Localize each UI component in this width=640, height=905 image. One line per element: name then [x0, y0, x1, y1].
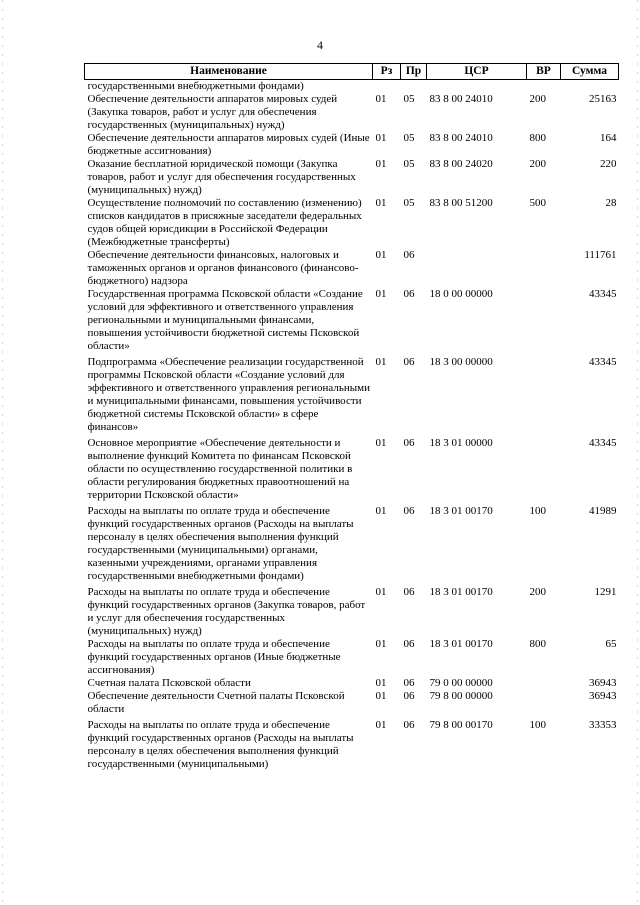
- cell-rz: 01: [375, 677, 387, 689]
- cell-vr: [527, 356, 561, 437]
- cell-vr: 200: [529, 158, 546, 170]
- cell-sum: 28: [605, 197, 617, 209]
- cell-pr: 06: [403, 586, 415, 598]
- table-row: [85, 437, 619, 505]
- cell-pr: 06: [403, 638, 415, 650]
- cell-sum: 33353: [589, 719, 617, 731]
- cell-pr: 05: [403, 132, 415, 144]
- cell-rz: 01: [375, 132, 387, 144]
- cell-pr: 06: [403, 288, 415, 300]
- header-pr: Пр: [401, 64, 427, 80]
- cell-sum: 65: [605, 638, 617, 650]
- cell-csr: 79 8 00 00000: [429, 690, 493, 702]
- header-sum: Сумма: [561, 64, 619, 80]
- cell-vr: [527, 437, 561, 505]
- cell-name: Обеспечение деятельности финансовых, налоговых и таможенных органов и органов финансового (финансово-бюджетного) надзора: [87, 249, 359, 287]
- cell-vr: 200: [529, 586, 546, 598]
- header-csr: ЦСР: [427, 64, 527, 80]
- cell-csr: 18 3 01 00170: [429, 586, 493, 598]
- cell-name: Основное мероприятие «Обеспечение деятельности и выполнение функций Комитета по финансам Псковской области по осуществлению государственной политики в области регулирования бюджетных правоотношений на территории Псковской области»: [87, 437, 353, 501]
- cell-csr: [427, 80, 527, 94]
- cell-name: Счетная палата Псковской области: [87, 677, 251, 689]
- table-row: [85, 690, 619, 719]
- cell-csr: 83 8 00 24010: [429, 93, 493, 105]
- cell-pr: 06: [403, 437, 415, 449]
- cell-sum: 43345: [589, 356, 617, 368]
- cell-pr: 06: [403, 356, 415, 368]
- cell-pr: 06: [403, 690, 415, 702]
- cell-rz: 01: [375, 437, 387, 449]
- table-header-row: [85, 64, 619, 80]
- cell-pr: [401, 80, 427, 94]
- table-row: [85, 158, 619, 197]
- table-row: [85, 288, 619, 356]
- cell-rz: [373, 80, 401, 94]
- cell-rz: 01: [375, 93, 387, 105]
- cell-sum: 25163: [589, 93, 617, 105]
- cell-rz: 01: [375, 719, 387, 731]
- header-rz: Рз: [373, 64, 401, 80]
- cell-vr: 100: [529, 719, 546, 731]
- cell-vr: 200: [529, 93, 546, 105]
- table-row: [85, 132, 619, 158]
- cell-name: Расходы на выплаты по оплате труда и обеспечение функций государственных органов (Расходы на выплаты персоналу в целях обеспечения выполнения функций государственными (муниципальными): [87, 719, 354, 770]
- cell-vr: 500: [529, 197, 546, 209]
- cell-csr: 18 0 00 00000: [429, 288, 493, 300]
- cell-sum: 43345: [589, 288, 617, 300]
- table-row: [85, 356, 619, 437]
- cell-csr: 83 8 00 51200: [429, 197, 493, 209]
- cell-pr: 06: [403, 505, 415, 517]
- cell-pr: 05: [403, 197, 415, 209]
- cell-pr: 06: [403, 249, 415, 261]
- cell-vr: [527, 80, 561, 94]
- cell-pr: 06: [403, 677, 415, 689]
- cell-csr: 18 3 01 00170: [429, 638, 493, 650]
- cell-name: Обеспечение деятельности аппаратов мировых судей (Иные бюджетные ассигнования): [87, 132, 370, 157]
- cell-rz: 01: [375, 249, 387, 261]
- cell-sum: 43345: [589, 437, 617, 449]
- cell-name: Оказание бесплатной юридической помощи (Закупка товаров, работ и услуг для обеспечения государственных (муниципальных) нужд): [87, 158, 356, 196]
- cell-name: Обеспечение деятельности Счетной палаты Псковской области: [87, 690, 345, 715]
- budget-table: [84, 63, 619, 771]
- cell-sum: 111761: [584, 249, 617, 261]
- cell-name: Обеспечение деятельности аппаратов мировых судей (Закупка товаров, работ и услуг для обеспечения государственных (муниципальных) нужд): [87, 93, 338, 131]
- cell-rz: 01: [375, 158, 387, 170]
- cell-csr: [427, 249, 527, 288]
- cell-vr: 100: [529, 505, 546, 517]
- cell-vr: [527, 288, 561, 356]
- cell-rz: 01: [375, 356, 387, 368]
- cell-rz: 01: [375, 690, 387, 702]
- cell-rz: 01: [375, 288, 387, 300]
- cell-sum: 36943: [589, 677, 617, 689]
- cell-csr: 18 3 00 00000: [429, 356, 493, 368]
- table-body: [85, 80, 619, 772]
- header-name: Наименование: [85, 64, 373, 80]
- page-number: 4: [317, 38, 323, 52]
- cell-name: Расходы на выплаты по оплате труда и обеспечение функций государственных органов (Закупка товаров, работ и услуг для обеспечения государственных (муниципальных) нужд): [87, 586, 366, 637]
- cell-name: Осуществление полномочий по составлению (изменению) списков кандидатов в присяжные заседатели федеральных судов общей юрисдикции в Российской Федерации (Межбюджетные трансферты): [87, 197, 362, 248]
- cell-sum: 164: [600, 132, 617, 144]
- table-row: [85, 586, 619, 638]
- cell-name: Расходы на выплаты по оплате труда и обеспечение функций государственных органов (Иные бюджетные ассигнования): [87, 638, 341, 676]
- cell-csr: 83 8 00 24010: [429, 132, 493, 144]
- cell-vr: 800: [529, 132, 546, 144]
- cell-sum: 1291: [594, 586, 617, 598]
- cell-vr: 800: [529, 638, 546, 650]
- cell-sum: 36943: [589, 690, 617, 702]
- cell-csr: 18 3 01 00170: [429, 505, 493, 517]
- table-row: [85, 638, 619, 677]
- cell-csr: 79 0 00 00000: [429, 677, 493, 689]
- table-row: [85, 505, 619, 586]
- cell-sum: 220: [600, 158, 617, 170]
- table-row: [85, 677, 619, 690]
- cell-name: государственными внебюджетными фондами): [87, 80, 304, 92]
- cell-vr: [527, 249, 561, 288]
- cell-name: Государственная программа Псковской области «Создание условий для эффективного и ответственного управления региональными и муниципальными финансами, повышения устойчивости бюджетной системы Псковской области»: [87, 288, 363, 352]
- cell-csr: 18 3 01 00000: [429, 437, 493, 449]
- cell-rz: 01: [375, 505, 387, 517]
- cell-sum: [561, 80, 619, 94]
- cell-rz: 01: [375, 586, 387, 598]
- cell-vr: [527, 690, 561, 719]
- cell-pr: 05: [403, 93, 415, 105]
- cell-name: Подпрограмма «Обеспечение реализации государственной программы Псковской области «Создание условий для эффективного и ответственного управления региональными и муниципальными финансами, повышения устойчивости бюджетной системы Псковской области» в сфере финансов»: [87, 356, 370, 433]
- cell-csr: 79 8 00 00170: [429, 719, 493, 731]
- header-vr: ВР: [527, 64, 561, 80]
- table-row: [85, 93, 619, 132]
- table-row: [85, 719, 619, 771]
- scan-edge-left: [2, 0, 3, 905]
- cell-sum: 41989: [589, 505, 617, 517]
- table-row: [85, 80, 619, 94]
- table-row: [85, 249, 619, 288]
- cell-pr: 05: [403, 158, 415, 170]
- cell-rz: 01: [375, 638, 387, 650]
- cell-name: Расходы на выплаты по оплате труда и обеспечение функций государственных органов (Расходы на выплаты персоналу в целях обеспечения выполнения функций государственными (муниципальными) органами, казенными учреждениями, органами управления государственными внебюджетными фондами): [87, 505, 354, 582]
- table-row: [85, 197, 619, 249]
- cell-vr: [527, 677, 561, 690]
- cell-csr: 83 8 00 24020: [429, 158, 493, 170]
- cell-pr: 06: [403, 719, 415, 731]
- cell-rz: 01: [375, 197, 387, 209]
- scan-edge-right: [637, 0, 638, 905]
